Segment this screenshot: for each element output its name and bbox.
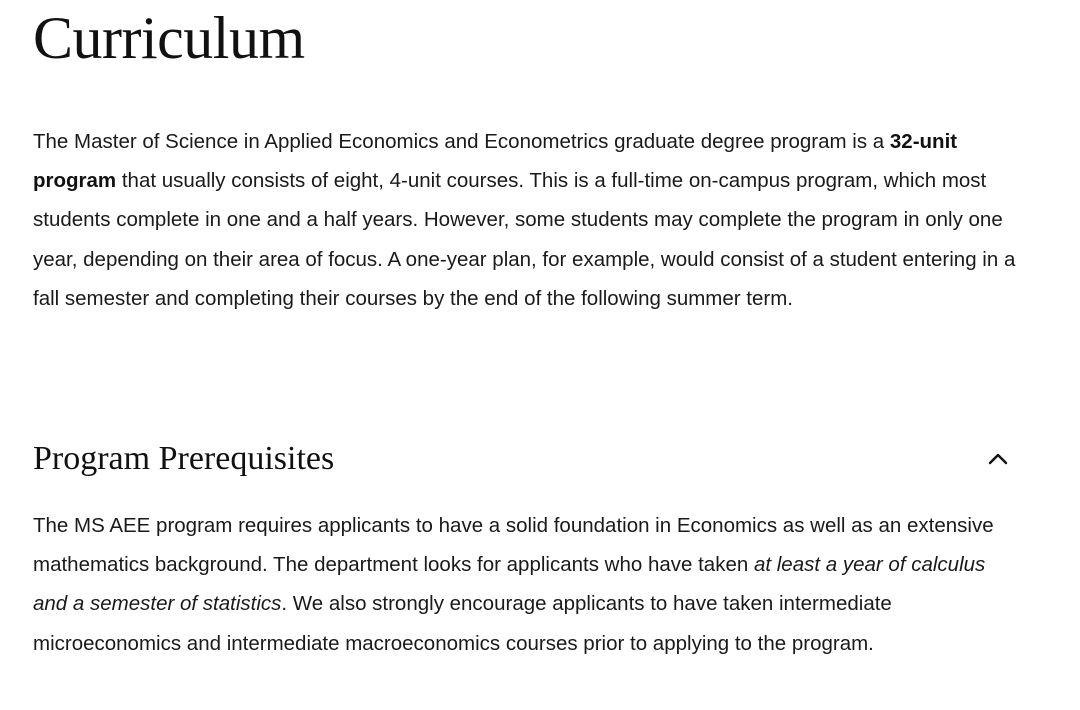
page-content — [33, 0, 1033, 655]
intro-paragraph — [33, 122, 1018, 318]
prereq-text-start: The MS AEE program requires applicants to have a solid foundation in Economics as well as an extensive mathematics background. The department looks for applicants who have taken — [33, 514, 994, 577]
prereq-italic-requirement: at least a year of calculus and a semester of statistics — [33, 553, 986, 616]
accordion-title: Program Prerequisites — [33, 440, 335, 477]
intro-text-end: that usually consists of eight, 4-unit courses. This is a full-time on-campus program, which most students complete in one and a half years. However, some students may complete the program in only one year, depending on their area of focus. A one-year plan, for example, would consist of a student entering in a fall semester and completing their courses by the end of the following summer term. — [33, 169, 1016, 310]
intro-text-start: The Master of Science in Applied Economics and Econometrics graduate degree program is a — [33, 130, 890, 153]
chevron-up-icon[interactable] — [983, 444, 1013, 474]
prereq-text-end: . We also strongly encourage applicants to have taken intermediate microeconomics and intermediate macroeconomics courses prior to applying to the program. — [33, 592, 892, 655]
accordion-body-text — [33, 506, 1018, 663]
intro-bold-units: 32-unit program — [33, 130, 958, 193]
accordion-header-program-prerequisites[interactable] — [33, 434, 1013, 484]
page-title: Curriculum — [33, 5, 305, 71]
